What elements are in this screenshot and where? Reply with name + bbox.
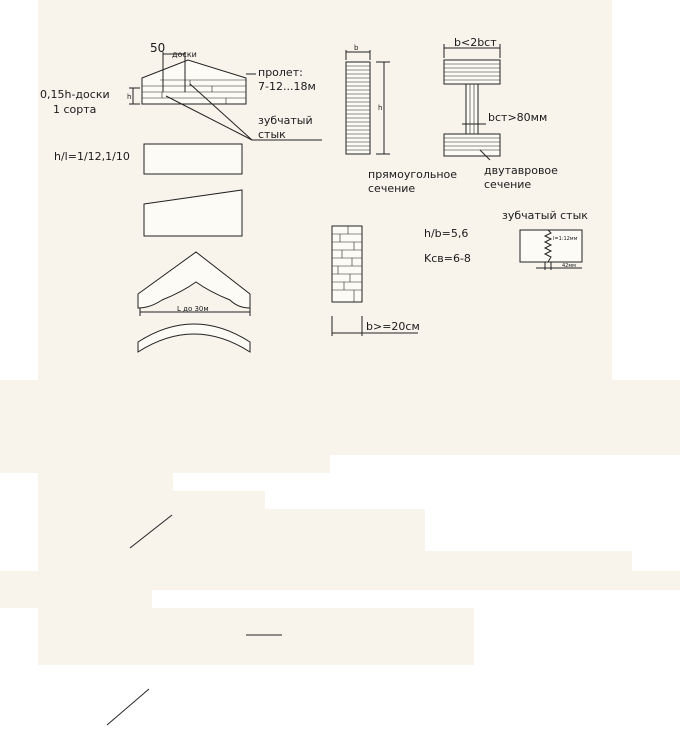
ratio-label: h/l=1/12,1/10: [54, 150, 130, 163]
straight-beam: [144, 144, 242, 174]
boards-label-2: 1 сорта: [53, 103, 97, 116]
joint-len-label: l=1:12мм: [553, 236, 578, 242]
ibeam-caption-1: двутавровое: [484, 164, 558, 177]
board-width-sub: доски: [172, 50, 197, 59]
ibeam-top-label: b<2bст: [454, 36, 497, 49]
arch-span-label: L до 30м: [177, 305, 209, 313]
rectangular-section: [346, 50, 390, 154]
rect-caption-2: сечение: [368, 182, 416, 195]
hb-label: h/b=5,6: [424, 227, 469, 240]
curved-arch: [138, 324, 250, 352]
ibeam-web-label: bст>80мм: [488, 111, 548, 124]
joint-label-1: зубчатый: [258, 114, 313, 127]
mono-slope-beam: [144, 190, 242, 236]
h-small-label: h: [127, 93, 132, 101]
board-width-label: 50: [150, 41, 166, 55]
joint-pitch-label: 42мм: [562, 263, 576, 269]
span-label-2: 7-12...18м: [258, 80, 316, 93]
ibeam-caption-2: сечение: [484, 178, 532, 191]
rect-b-label: b: [354, 44, 359, 52]
joint-label-2: стык: [258, 128, 286, 141]
rect-h-label: h: [378, 104, 383, 112]
i-beam-section: [444, 44, 500, 160]
boards-label-1: 0,15h-доски: [40, 88, 110, 101]
span-label-1: пролет:: [258, 66, 303, 79]
rect-caption-1: прямоугольное: [368, 168, 458, 181]
b-min-label: b>=20см: [366, 320, 420, 333]
joint-detail-title: зубчатый стык: [502, 209, 588, 222]
kcv-label: Kсв=6-8: [424, 252, 471, 265]
fraction-slash-2: [107, 689, 149, 725]
fraction-slash-1: [130, 515, 172, 548]
